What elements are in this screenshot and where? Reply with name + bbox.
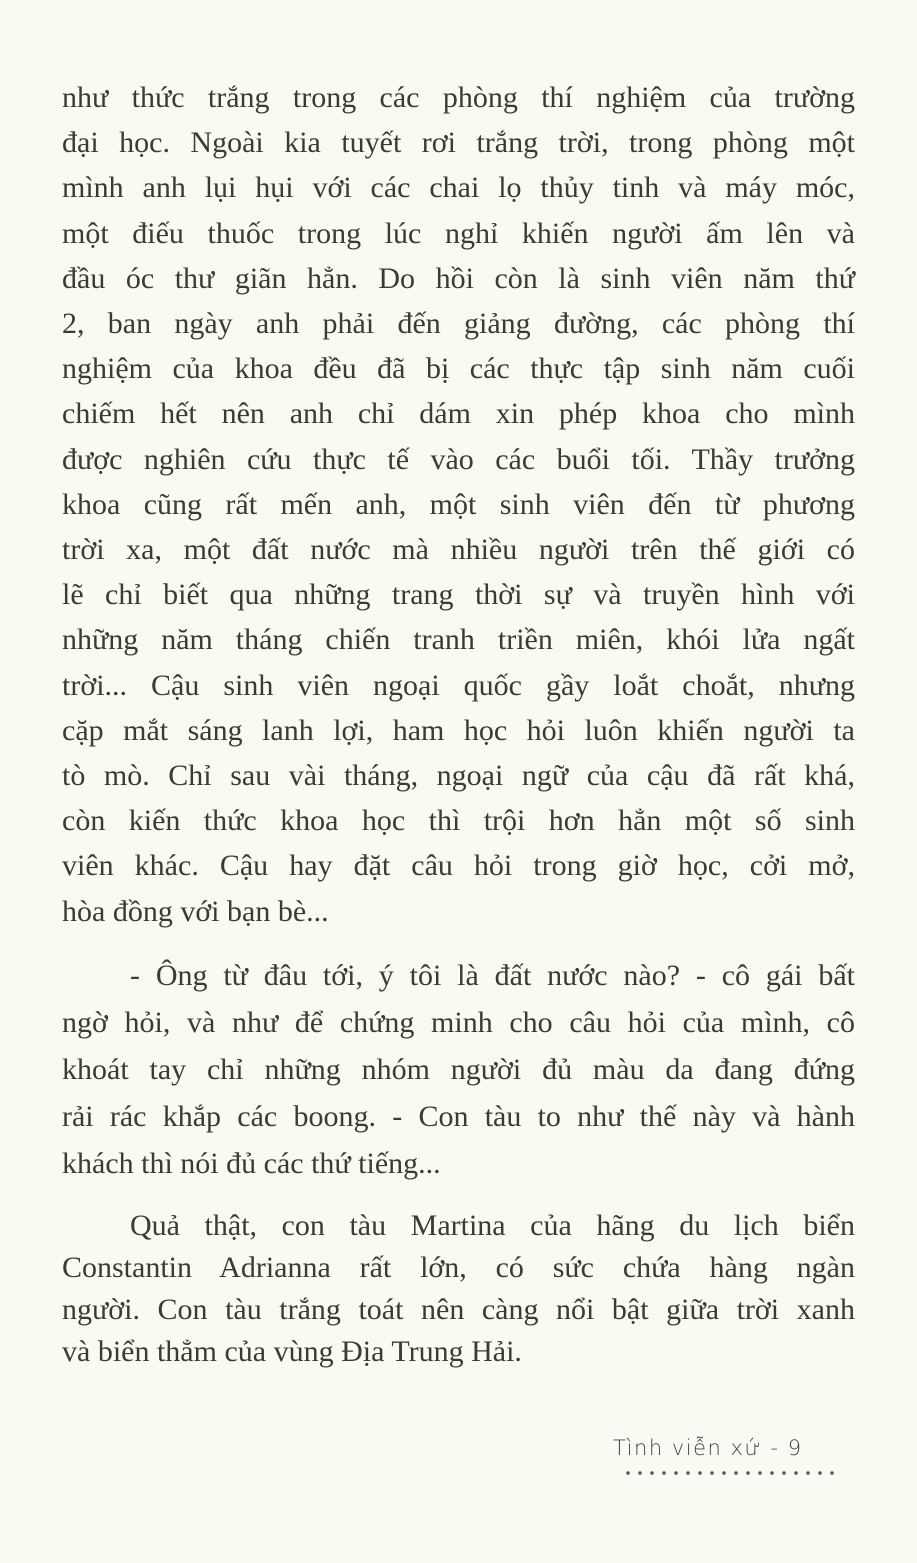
text-line: rải rác khắp các boong. - Con tàu to như thế này và hành xyxy=(62,1100,855,1133)
text-line: chiếm hết nên anh chỉ dám xin phép khoa cho mình xyxy=(62,397,855,431)
text-line: một điếu thuốc trong lúc nghỉ khiến người ấm lên và xyxy=(62,216,855,250)
text-line: cặp mắt sáng lanh lợi, ham học hỏi luôn khiến người ta xyxy=(62,713,855,747)
text-line: khoát tay chỉ những nhóm người đủ màu da đang đứng xyxy=(62,1053,855,1086)
text-line: tò mò. Chỉ sau vài tháng, ngoại ngữ của cậu đã rất khá, xyxy=(62,759,855,793)
text-line: Constantin Adrianna rất lớn, có sức chứa hàng ngàn xyxy=(62,1251,855,1284)
text-line: đại học. Ngoài kia tuyết rơi trắng trời, trong phòng một xyxy=(62,126,855,160)
text-line: mình anh lụi hụi với các chai lọ thủy tinh và máy móc, xyxy=(62,171,855,205)
text-line: ngờ hỏi, và như để chứng minh cho câu hỏi của mình, cô xyxy=(62,1006,855,1039)
text-line: lẽ chỉ biết qua những trang thời sự và truyền hình với xyxy=(62,578,855,612)
text-line: được nghiên cứu thực tế vào các buổi tối. Thầy trưởng xyxy=(62,442,855,476)
paragraph-2-dialogue xyxy=(62,952,855,1187)
running-footer-page-number: Tình viễn xứ - 9 xyxy=(613,1436,803,1460)
footer-dotted-rule xyxy=(622,1471,842,1475)
text-line: khách thì nói đủ các thứ tiếng... xyxy=(62,1147,441,1180)
text-line: viên khác. Cậu hay đặt câu hỏi trong giờ học, cởi mở, xyxy=(62,849,855,883)
text-line: 2, ban ngày anh phải đến giảng đường, các phòng thí xyxy=(62,307,855,341)
paragraph-1 xyxy=(62,75,855,934)
text-line: người. Con tàu trắng toát nên càng nổi bật giữa trời xanh xyxy=(62,1293,855,1326)
text-line: những năm tháng chiến tranh triền miên, khói lửa ngất xyxy=(62,623,855,657)
text-line: còn kiến thức khoa học thì trội hơn hẳn một số sinh xyxy=(62,804,855,838)
text-line: trời xa, một đất nước mà nhiều người trên thế giới có xyxy=(62,533,855,567)
text-line: đầu óc thư giãn hẳn. Do hồi còn là sinh viên năm thứ xyxy=(62,261,855,295)
text-line: nghiệm của khoa đều đã bị các thực tập sinh năm cuối xyxy=(62,352,855,386)
text-line: Quả thật, con tàu Martina của hãng du lịch biển xyxy=(130,1209,855,1242)
text-line: - Ông từ đâu tới, ý tôi là đất nước nào? - cô gái bất xyxy=(130,959,855,992)
text-line: trời... Cậu sinh viên ngoại quốc gầy loắt choắt, nhưng xyxy=(62,668,855,702)
text-line: hòa đồng với bạn bè... xyxy=(62,894,329,928)
paragraph-3 xyxy=(62,1205,855,1373)
text-line: khoa cũng rất mến anh, một sinh viên đến từ phương xyxy=(62,487,855,521)
text-line: và biển thẳm của vùng Địa Trung Hải. xyxy=(62,1335,522,1368)
text-line: như thức trắng trong các phòng thí nghiệm của trường xyxy=(62,81,855,114)
